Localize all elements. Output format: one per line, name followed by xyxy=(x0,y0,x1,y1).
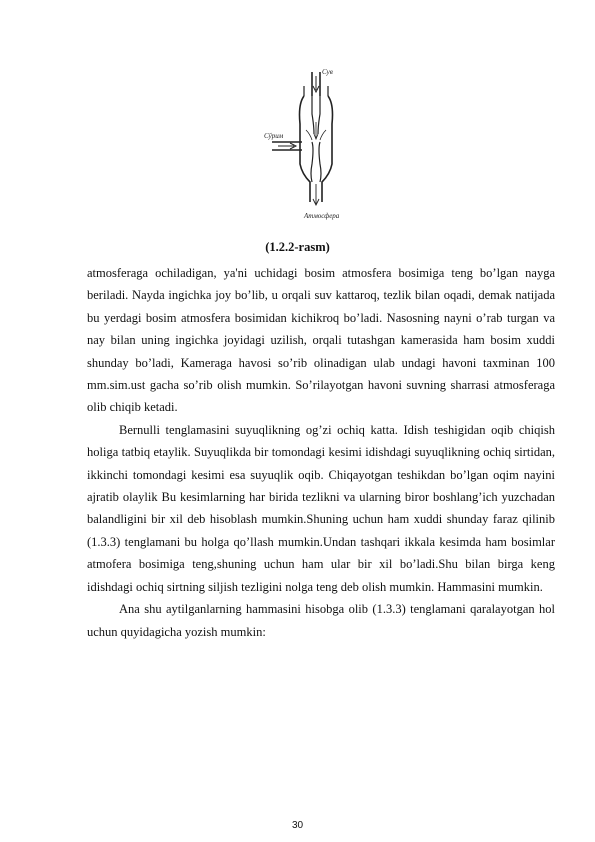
label-water: Сув xyxy=(322,68,333,76)
paragraph-2: Bernulli tenglamasini suyuqlikning og’zi ochiq katta. Idish teshigidan oqib chiqish holiga tatbiq etaylik. Suyuqlikda bir tomondagi kesimi idishdagi suyuqlikning ochiq sirtidan, ikkinchi tomondagi kesimi esa suyuqlik oqib. Chiqayotgan teshikdan bo’lgan oqim nayini ajratib olaylik Bu kesimlarning har birida tezlikni va ularning biror boshlang’ich yuzchadan balandligini bir xil deb hisoblash mumkin.Shuning uchun ham xuddi shunday faraz qilinib (1.3.3) tenglamani bu holga qo’llash mumkin.Undan tashqari ikkala kesimda ham bosimlar atmofera bosimiga teng,shuning uchun ham ular bir xil bo’ladi.Shu bilan birga keng idishdagi ochiq sirtning siljish tezligini nolga teng deb olish mumkin. Hammasini mumkin. xyxy=(87,422,555,594)
label-atmosphere: Атмосфера xyxy=(304,212,340,220)
label-suction: Сўрим xyxy=(264,132,284,140)
paragraph-1: atmosferaga ochiladigan, ya'ni uchidagi bosim atmosfera bosimiga teng bo’lgan nayga beriladi. Nayda ingichka joy bo’lib, u orqali suv kattaroq, tezlik bilan oqadi, demak natijada bu yerdagi bosim atmosfera bosimidan kichikroq bo’ladi. Nasosning nayni o’rab turgan va nay bilan uning ingichka joyidagi uzilish, orqali tutashgan kamerasida ham bosim xuddi shunday bo’ladi, Kameraga havosi so’rib olinadigan ulab undagi havoni taxminan 100 mm.sim.ust gacha so’rib olish mumkin. So’rilayotgan havoni suvning sharrasi atmosferaga olib chiqib ketadi. xyxy=(87,266,555,415)
pump-schematic xyxy=(262,64,372,224)
figure-caption: (1.2.2-rasm) xyxy=(265,240,330,254)
paragraph-3: Ana shu aytilganlarning hammasini hisobga olib (1.3.3) tenglamani qaralayotgan hol uchun quyidagicha yozish mumkin: xyxy=(87,602,555,639)
body-text xyxy=(87,262,555,643)
page-number: 30 xyxy=(291,820,304,831)
water-jet-pump-diagram xyxy=(262,64,372,224)
